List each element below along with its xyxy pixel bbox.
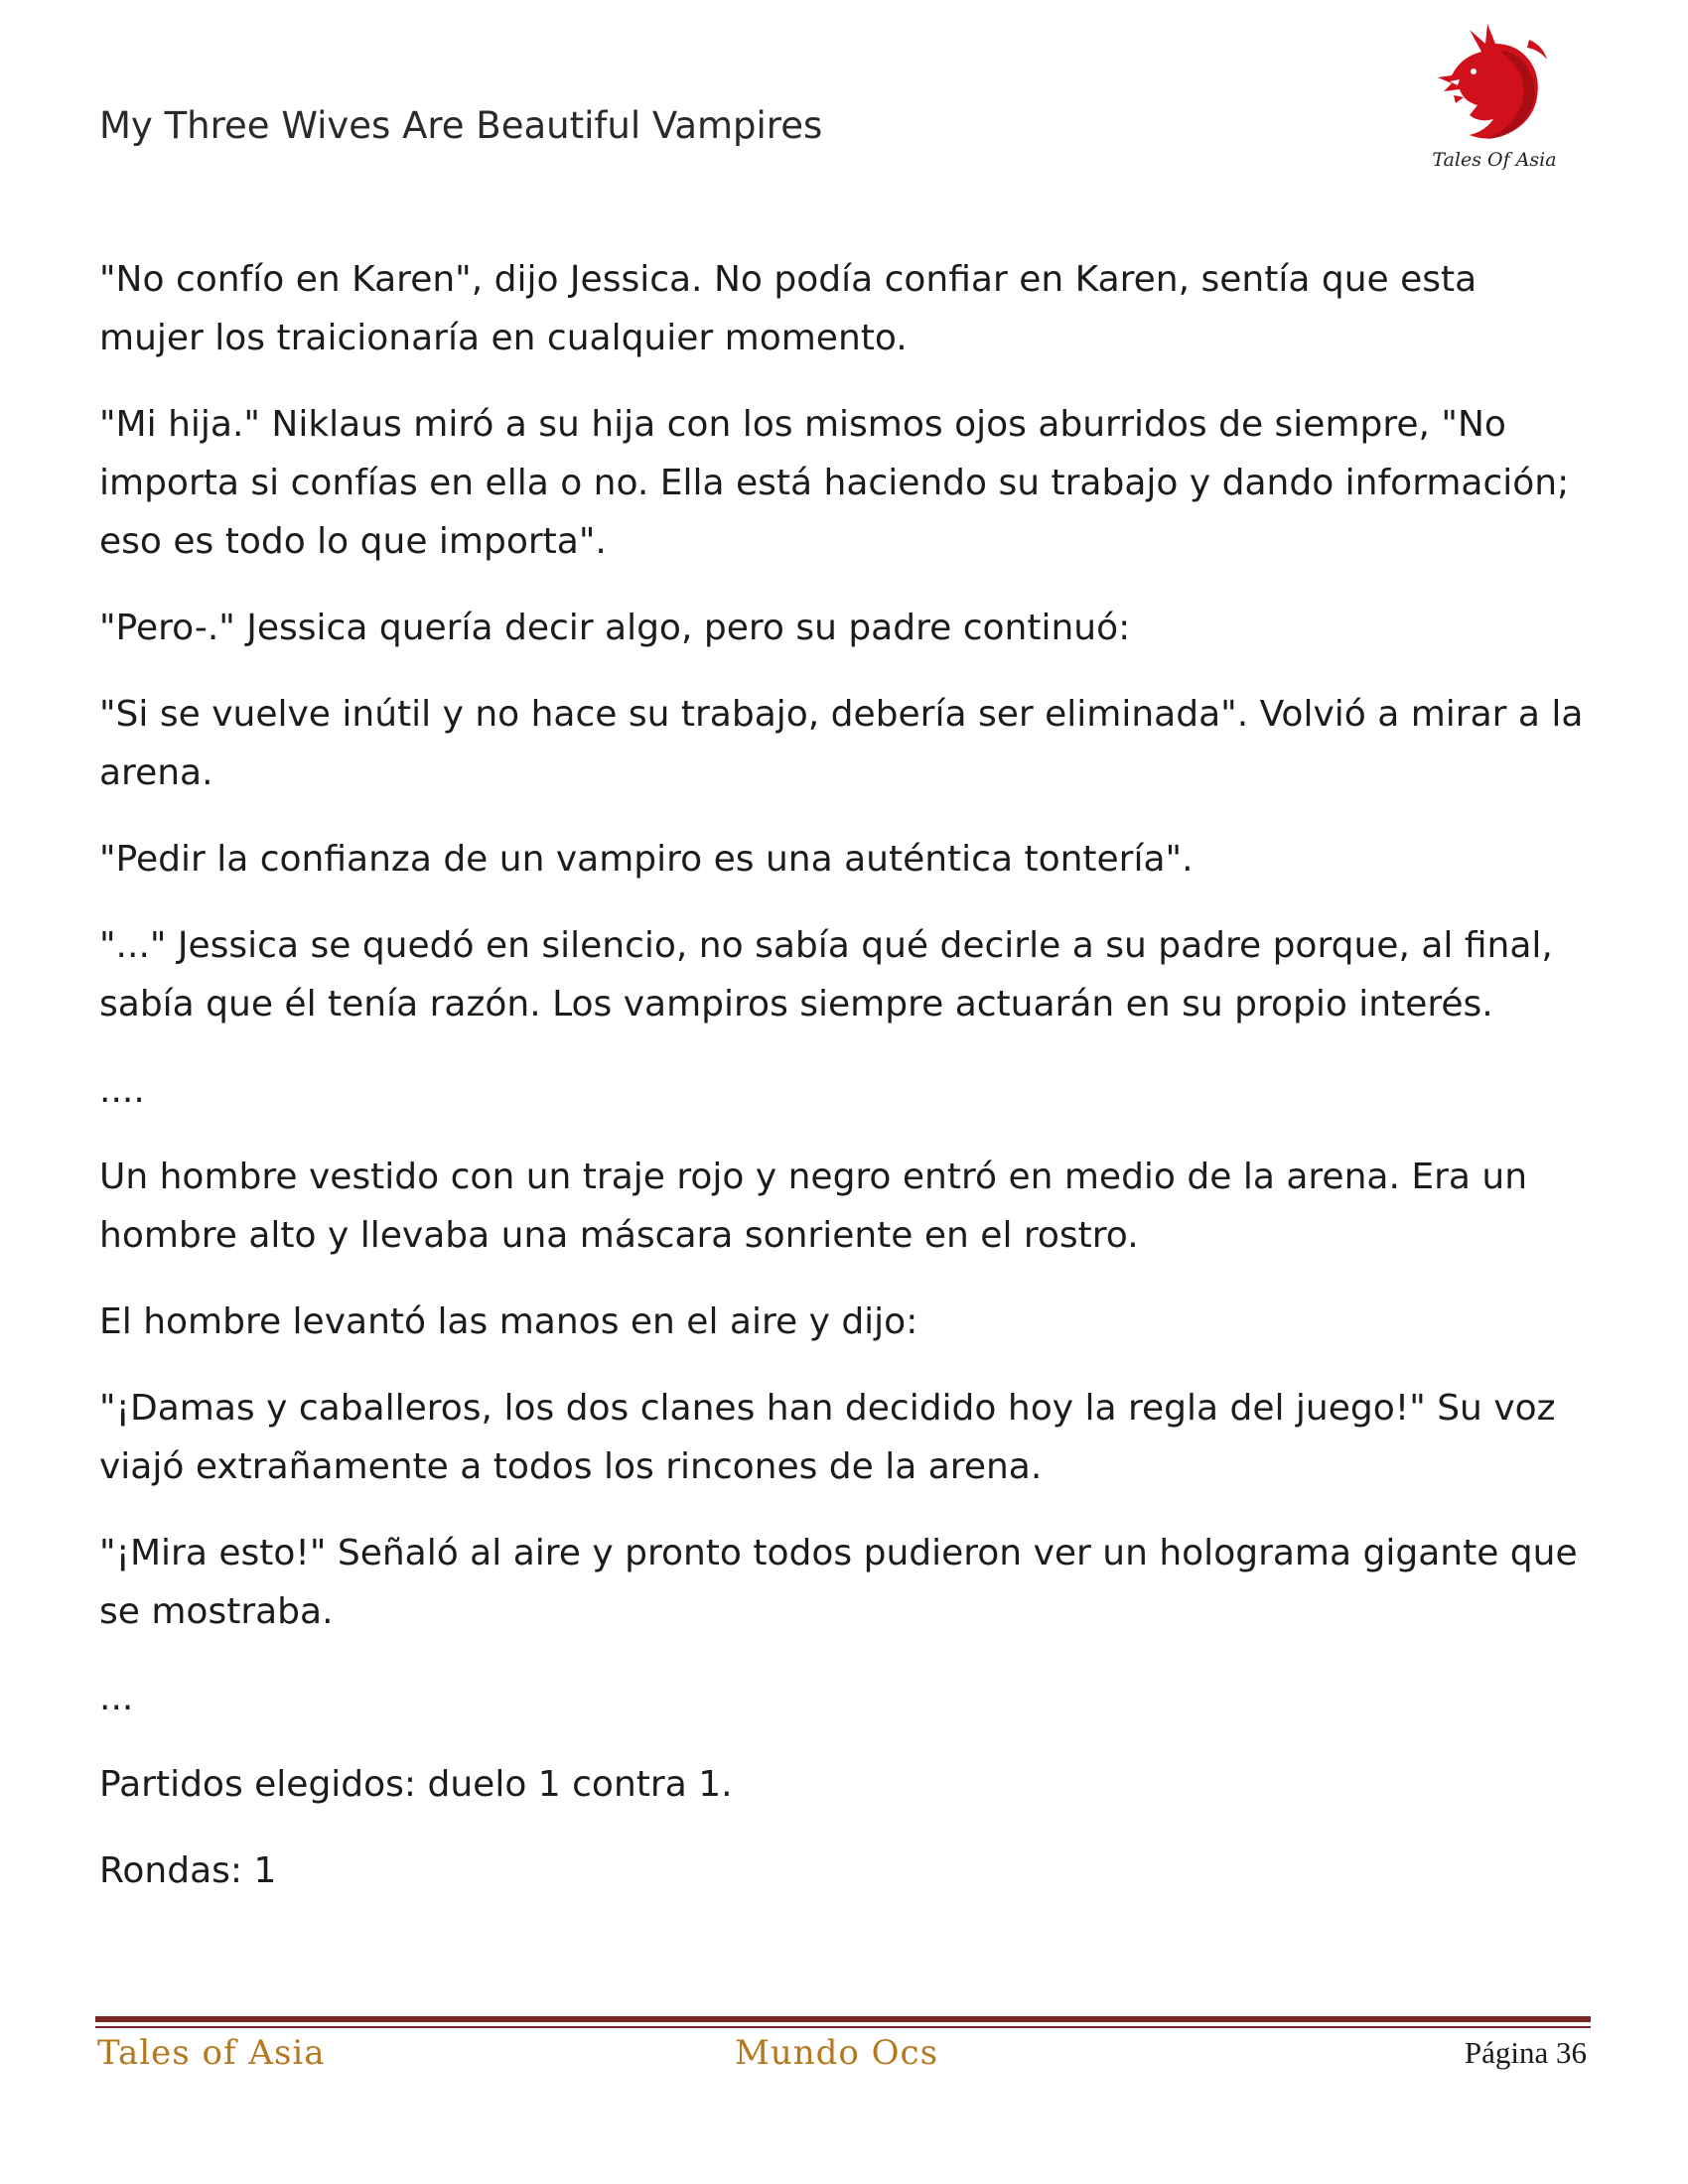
paragraph: "¡Mira esto!" Señaló al aire y pronto todos pudieron ver un holograma gigante que se mostraba. [99, 1533, 1578, 1632]
paragraph: Rondas: 1 [99, 1850, 277, 1891]
footer-site: Mundo Ocs [735, 2033, 939, 2073]
paragraph: "..." Jessica se quedó en silencio, no sabía qué decirle a su padre porque, al final, sabía que él tenía razón. Los vampiros siempre actuarán en su propio interés. [99, 925, 1553, 1024]
footer-divider [95, 2016, 1591, 2022]
paragraph: "Mi hija." Niklaus miró a su hija con los mismos ojos aburridos de siempre, "No importa si confías en ella o no. Ella está haciendo su trabajo y dando información; eso es todo lo que importa". [99, 404, 1570, 562]
paragraph: "Pedir la confianza de un vampiro es una auténtica tontería". [99, 839, 1194, 880]
paragraph: El hombre levantó las manos en el aire y dijo: [99, 1301, 918, 1342]
paragraph: "No confío en Karen", dijo Jessica. No podía confiar en Karen, sentía que esta mujer los traicionaría en cualquier momento. [99, 259, 1477, 358]
paragraph: "Si se vuelve inútil y no hace su trabajo, debería ser eliminada". Volvió a mirar a la arena. [99, 694, 1584, 793]
paragraph: "¡Damas y caballeros, los dos clanes han decidido hoy la regla del juego!" Su voz viajó extrañamente a todos los rincones de la arena. [99, 1388, 1556, 1487]
document-title: My Three Wives Are Beautiful Vampires [99, 104, 823, 147]
footer-divider-thin [95, 2026, 1591, 2028]
paragraph: Partidos elegidos: duelo 1 contra 1. [99, 1764, 733, 1805]
paragraph: Un hombre vestido con un traje rojo y negro entró en medio de la arena. Era un hombre alto y llevaba una máscara sonriente en el rostro. [99, 1157, 1528, 1256]
logo-text: Tales Of Asia [1432, 149, 1557, 171]
footer-publisher: Tales of Asia [97, 2033, 326, 2073]
scene-break: .... [99, 1070, 145, 1111]
publisher-logo [1430, 20, 1559, 184]
scene-break: ... [99, 1678, 134, 1718]
page-number: Página 36 [1464, 2035, 1587, 2070]
dragon-logo-icon [1430, 20, 1559, 154]
paragraph: "Pero-." Jessica quería decir algo, pero su padre continuó: [99, 608, 1131, 648]
document-body [99, 250, 1589, 1928]
